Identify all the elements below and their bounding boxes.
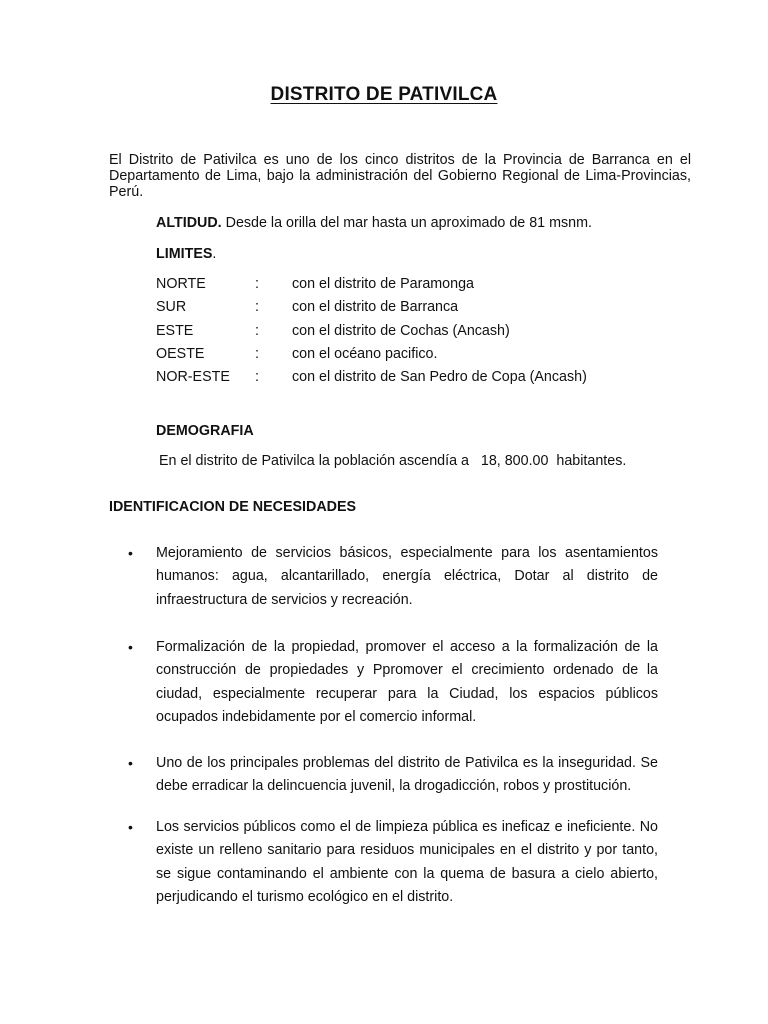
limit-row-norte xyxy=(156,275,656,298)
limit-direction: NORTE xyxy=(156,276,206,292)
limit-row-oeste xyxy=(156,345,656,368)
list-item-text: Formalización de la propiedad, promover el acceso a la formalización de la construcción de propiedades y Ppromover el crecimiento ordenado de la ciudad, especialmente recuperar para la Ciudad, los espacios públicos ocupados indebidamente por el comercio informal. xyxy=(156,639,658,726)
limit-colon: : xyxy=(255,299,259,316)
limit-row-sur xyxy=(156,298,656,321)
altitud-text: Desde la orilla del mar hasta un aproximado de 81 msnm. xyxy=(221,215,592,231)
list-item-text: Mejoramiento de servicios básicos, especialmente para los asentamientos humanos: agua, alcantarillado, energía eléctrica, Dotar al distrito de infraestructura de servicios y recreación. xyxy=(156,545,658,608)
limit-direction: OESTE xyxy=(156,345,205,362)
intro-paragraph: El Distrito de Pativilca es uno de los cinco distritos de la Provincia de Barranca en el Departamento de Lima, bajo la administración del Gobierno Regional de Lima-Provincias, Perú. xyxy=(109,152,691,200)
limits-list xyxy=(156,275,656,391)
limit-row-este xyxy=(156,322,656,345)
limit-colon: : xyxy=(255,322,259,339)
page-title: DISTRITO DE PATIVILCA xyxy=(270,84,498,105)
limites-label: LIMITES xyxy=(156,246,213,262)
bullet-marker: • xyxy=(128,755,133,771)
limit-direction: ESTE xyxy=(156,322,194,339)
limit-description: con el océano pacifico. xyxy=(292,345,438,362)
list-item-text: Uno de los principales problemas del distrito de Pativilca es la inseguridad. Se debe erradicar la delincuencia juvenil, la drogadicción, robos y prostitución. xyxy=(156,755,658,795)
list-item-text: Los servicios públicos como el de limpieza pública es ineficaz e ineficiente. No existe un relleno sanitario para residuos municipales en el distrito y por tanto, se sigue contaminando el ambiente con la quema de basura a cielo abierto, perjudicando el turismo ecológico en el distrito. xyxy=(156,819,658,906)
limit-description: con el distrito de San Pedro de Copa (Ancash) xyxy=(292,369,587,386)
bullet-marker: • xyxy=(128,639,133,655)
demografia-text: En el distrito de Pativilca la población ascendía a 18, 800.00 habitantes. xyxy=(159,453,627,469)
limit-description: con el distrito de Cochas (Ancash) xyxy=(292,322,510,339)
demografia-heading: DEMOGRAFIA xyxy=(156,423,254,439)
limit-description: con el distrito de Paramonga xyxy=(292,276,474,292)
limites-heading xyxy=(156,246,216,262)
limit-row-nor-este xyxy=(156,368,656,391)
limit-colon: : xyxy=(255,276,259,292)
bullet-marker: • xyxy=(128,545,133,561)
limites-dot: . xyxy=(212,246,217,262)
limit-colon: : xyxy=(255,345,259,362)
altitud-label: ALTIDUD. xyxy=(156,215,222,231)
limit-direction: NOR-ESTE xyxy=(156,369,230,386)
limit-direction: SUR xyxy=(156,299,187,316)
altitud-line xyxy=(156,214,592,232)
limit-description: con el distrito de Barranca xyxy=(292,299,459,316)
limit-colon: : xyxy=(255,369,259,386)
necesidades-heading: IDENTIFICACION DE NECESIDADES xyxy=(109,499,357,515)
bullet-marker: • xyxy=(128,819,133,835)
